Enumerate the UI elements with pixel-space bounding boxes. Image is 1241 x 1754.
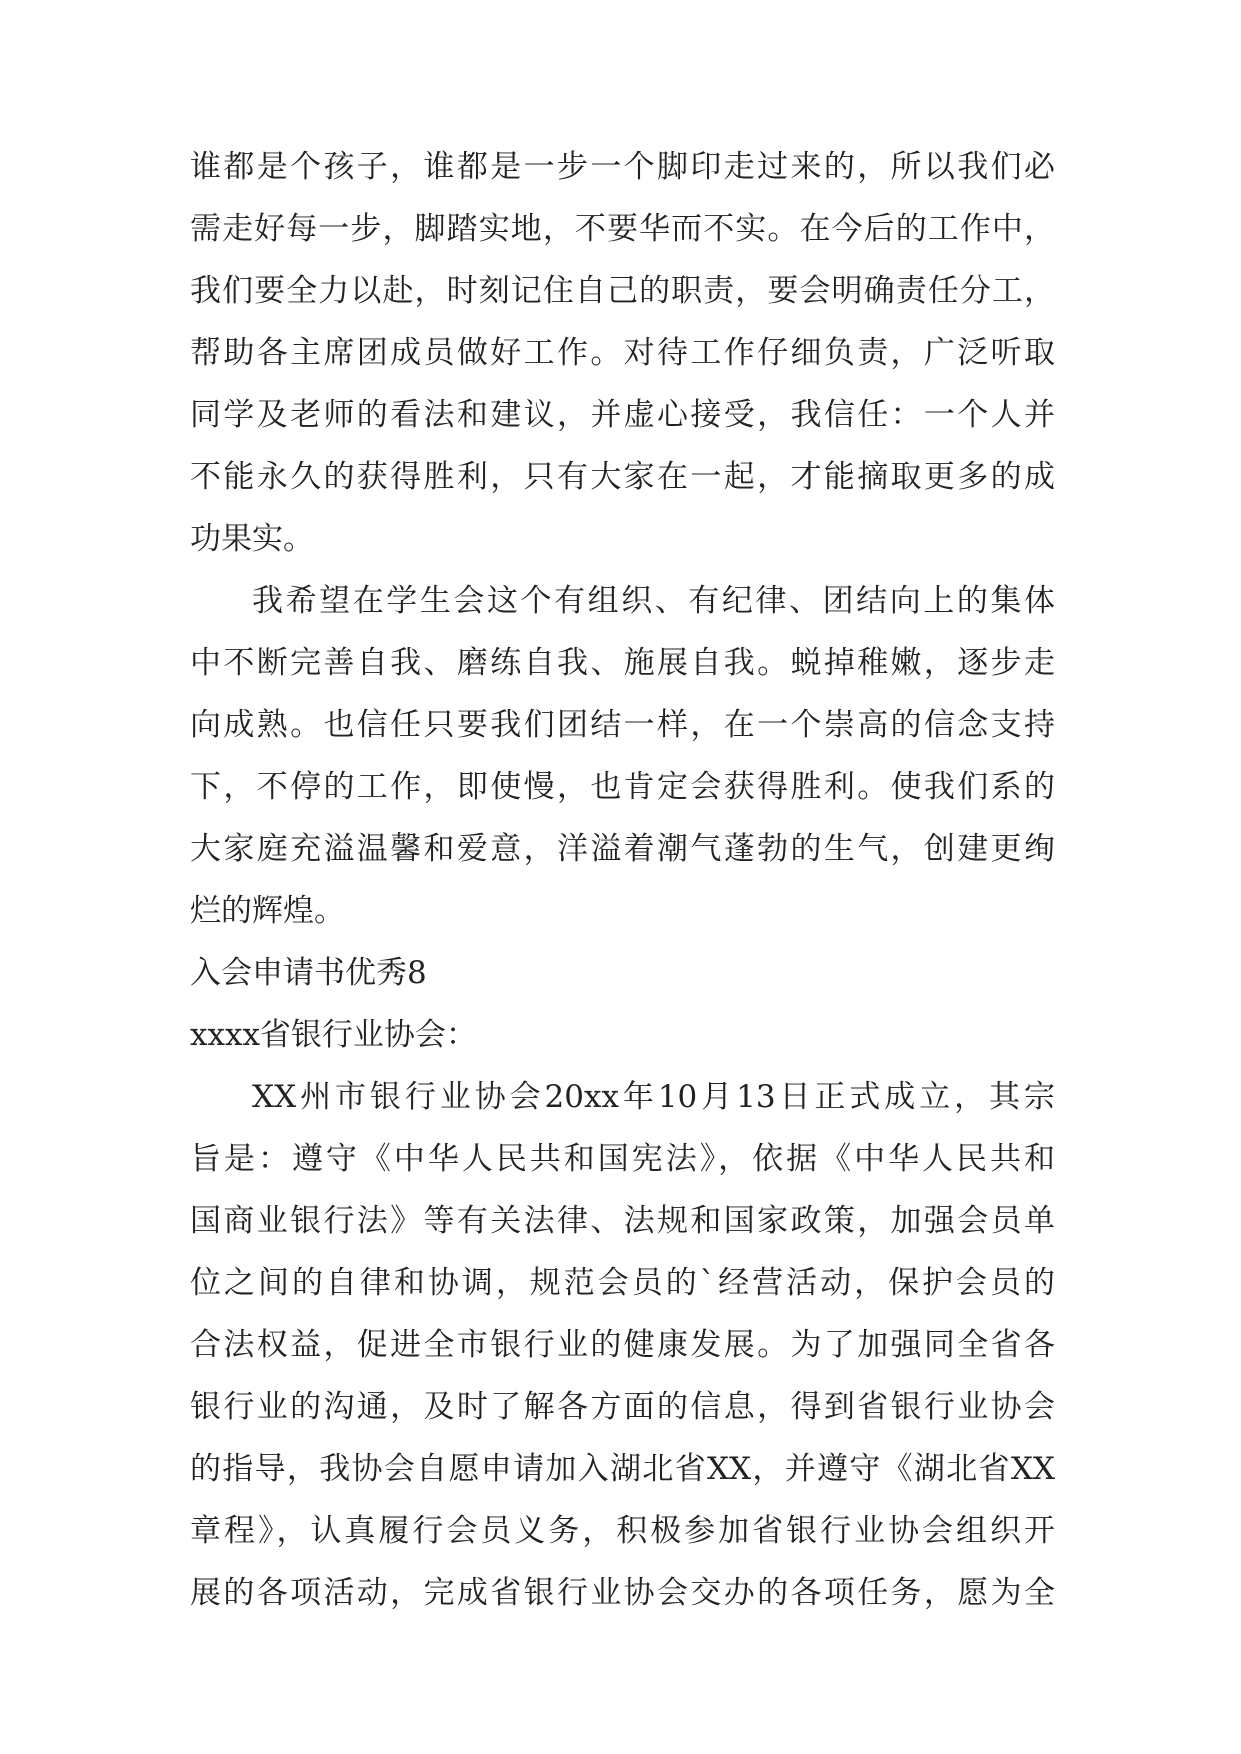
paragraph-1-line-3: 我们要全力以赴，时刻记住自己的职责，要会明确责任分工， [190,273,1055,309]
paragraph-3-line-7: 的指导，我协会自愿申请加入湖北省XX，并遵守《湖北省XX [190,1451,1055,1487]
paragraph-3-line-3: 国商业银行法》等有关法律、法规和国家政策，加强会员单 [190,1203,1055,1239]
salutation: xxxx省银行业协会： [190,1017,477,1053]
paragraph-2-line-3: 向成熟。也信任只要我们团结一样，在一个崇高的信念支持 [190,707,1055,743]
paragraph-3-line-8: 章程》，认真履行会员义务，积极参加省银行业协会组织开 [190,1513,1055,1549]
paragraph-1-line-4: 帮助各主席团成员做好工作。对待工作仔细负责，广泛听取 [190,335,1055,371]
paragraph-3-line-9: 展的各项活动，完成省银行业协会交办的各项任务，愿为全 [190,1575,1055,1611]
paragraph-1-line-7: 功果实。 [190,521,314,557]
paragraph-2-line-6: 烂的辉煌。 [190,893,345,929]
paragraph-1-line-5: 同学及老师的看法和建议，并虚心接受，我信任：一个人并 [190,397,1055,433]
paragraph-2-line-5: 大家庭充溢温馨和爱意，洋溢着潮气蓬勃的生气，创建更绚 [190,831,1055,867]
paragraph-3-line-1: XX州市银行业协会20xx年10月13日正式成立，其宗 [252,1079,1055,1115]
paragraph-2-line-4: 下，不停的工作，即使慢，也肯定会获得胜利。使我们系的 [190,769,1055,805]
paragraph-3-line-4: 位之间的自律和协调，规范会员的`经营活动，保护会员的 [190,1265,1055,1301]
paragraph-2-line-1: 我希望在学生会这个有组织、有纪律、团结向上的集体 [252,583,1055,619]
paragraph-3-line-6: 银行业的沟通，及时了解各方面的信息，得到省银行业协会 [190,1389,1055,1425]
paragraph-2-line-2: 中不断完善自我、磨练自我、施展自我。蜕掉稚嫩，逐步走 [190,645,1055,681]
paragraph-1-line-1: 谁都是个孩子，谁都是一步一个脚印走过来的，所以我们必 [190,149,1055,185]
paragraph-1-line-2: 需走好每一步，脚踏实地，不要华而不实。在今后的工作中， [190,211,1055,247]
section-heading: 入会申请书优秀8 [190,955,427,991]
paragraph-1-line-6: 不能永久的获得胜利，只有大家在一起，才能摘取更多的成 [190,459,1055,495]
paragraph-3-line-2: 旨是：遵守《中华人民共和国宪法》，依据《中华人民共和 [190,1141,1055,1177]
paragraph-3-line-5: 合法权益，促进全市银行业的健康发展。为了加强同全省各 [190,1327,1055,1363]
